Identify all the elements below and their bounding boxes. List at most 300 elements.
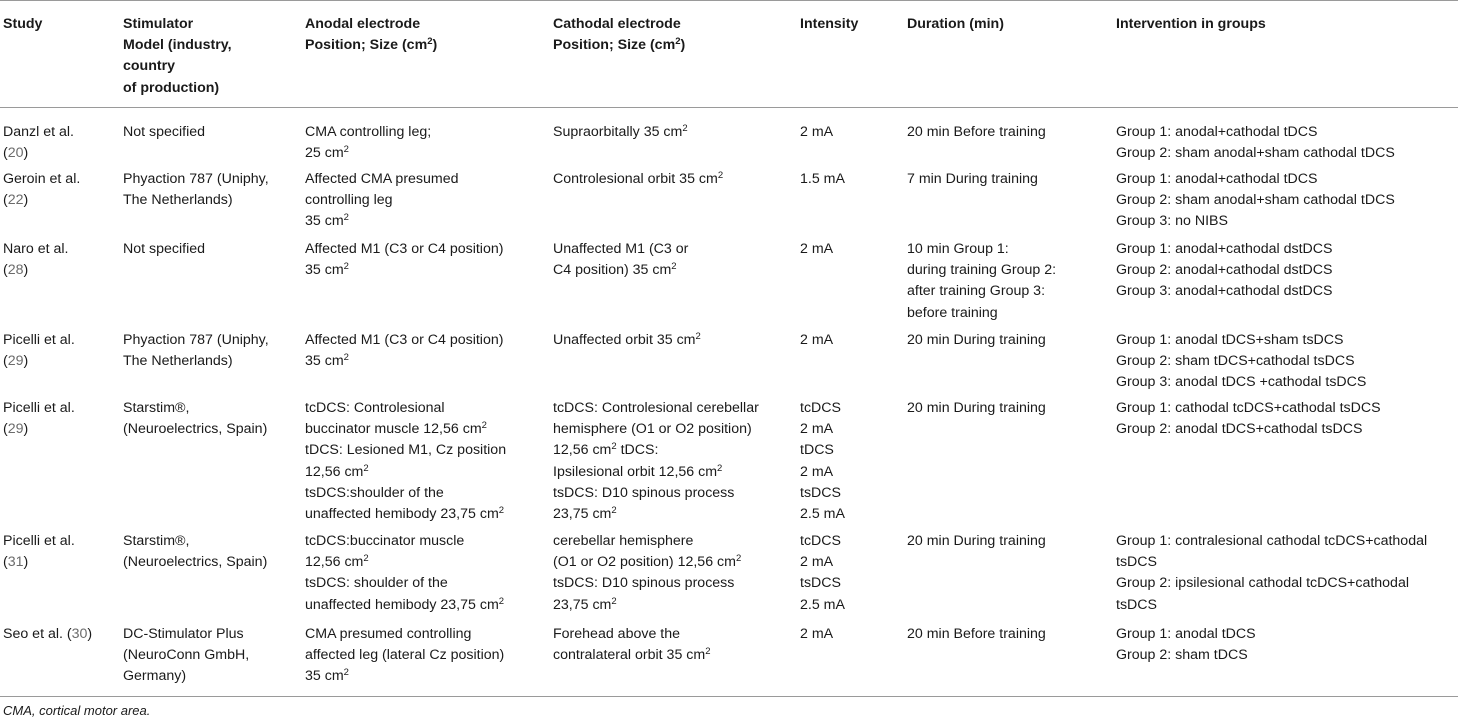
cell-cathodal-electrode [553,169,723,190]
cell-line [800,14,858,35]
cell-cathodal-electrode [553,624,711,666]
cell-line [1116,211,1395,232]
cell-line [123,78,232,99]
cell-line [800,419,845,440]
cell-line [3,239,68,260]
cell-text-tail: ) [23,262,29,279]
cell-line [1116,398,1381,419]
cell-line [123,56,232,77]
cell-intervention [1116,169,1395,233]
cell-text: Geroin et al. [3,171,81,187]
cell-stimulator [123,169,269,211]
cell-duration [907,122,1046,143]
cell-line [1116,624,1256,645]
cell-line [553,419,759,440]
cell-intensity [800,330,833,351]
cell-line [305,552,504,573]
cell-cathodal-electrode [553,122,688,143]
cell-text: Phyaction 787 (Uniphy, [123,332,269,348]
cell-text: controlling leg [305,192,393,209]
cell-text: (O1 or O2 position) 12,56 cm [553,554,736,571]
cell-stimulator [123,330,269,372]
cell-stimulator [123,398,267,440]
cell-text: unaffected hemibody 23,75 cm [305,596,499,613]
header-cathodal-electrode [553,14,685,56]
cell-line [1116,573,1427,594]
cell-text: Group 1: cathodal tcDCS+cathodal tsDCS [1116,400,1381,416]
cell-anodal-electrode [305,531,504,616]
cell-intensity [800,398,845,525]
cell-text: CMA presumed controlling [305,626,472,642]
cell-line [305,239,503,260]
cell-text: Danzl et al. [3,124,74,140]
cell-anodal-electrode [305,624,504,688]
superscript: 2 [498,505,505,517]
cell-cathodal-electrode [553,239,688,281]
cell-text: of production) [123,79,220,96]
cell-text: 25 cm [305,145,344,162]
cell-line [1116,122,1395,143]
cell-stimulator [123,531,267,573]
cell-line [800,440,845,461]
cell-text: 2.5 mA [800,506,845,523]
cell-text: 20 min Before training [907,626,1046,642]
cell-intervention [1116,531,1427,616]
cell-text: Anodal electrode [305,16,421,32]
cell-text-tail: ) [23,192,29,209]
cell-text: 35 cm [305,668,344,685]
cell-text: 35 cm [305,213,344,230]
cell-cathodal-electrode [553,330,701,351]
cell-line [907,169,1038,190]
cell-line [907,624,1046,645]
cell-line [305,260,503,281]
cell-line [907,122,1046,143]
cell-line [1116,330,1366,351]
cell-line [305,462,506,483]
cell-line [123,531,267,552]
cell-text: tcDCS: Controlesional [305,400,445,416]
cell-line [1116,169,1395,190]
cell-intensity [800,624,833,645]
cell-text: Controlesional orbit 35 cm [553,171,718,187]
cell-stimulator [123,624,249,688]
cell-line [800,398,845,419]
cell-text: 12,56 cm [553,442,612,459]
cell-text: 2 mA [800,124,834,140]
cell-text: 1.5 mA [800,171,845,187]
cell-text: tsDCS [800,575,841,592]
cell-intervention [1116,122,1395,164]
cell-line [553,504,759,525]
cell-text: tcDCS: Controlesional cerebellar [553,400,759,416]
cell-text: after training Group 3: [907,283,1046,300]
cell-line [123,239,205,260]
cell-line [907,281,1056,302]
cell-duration [907,398,1046,419]
cell-text: (Neuroelectrics, Spain) [123,554,268,571]
cell-text: cerebellar hemisphere [553,533,694,549]
cell-line [305,398,506,419]
cell-line [3,552,75,573]
cell-line [305,504,506,525]
superscript: 2 [343,667,349,679]
cell-study [3,531,75,573]
cell-study [3,398,75,440]
superscript: 2 [611,595,617,607]
cell-text: Seo et al. ( [3,626,72,642]
cell-line [3,169,80,190]
cell-text: Phyaction 787 (Uniphy, [123,171,269,187]
cell-cathodal-electrode [553,398,759,525]
cell-line [553,239,688,260]
cell-intervention [1116,330,1366,394]
cell-line [553,645,711,666]
cell-text: 23,75 cm [553,596,612,613]
cell-line [553,531,741,552]
cell-text: Forehead above the [553,626,680,642]
cell-text: DC-Stimulator Plus [123,626,244,642]
header-intervention [1116,14,1266,35]
cell-line [3,260,68,281]
cell-line [553,440,759,461]
cell-text: tcDCS:buccinator muscle [305,533,465,549]
cell-anodal-electrode [305,169,459,233]
cell-line [1116,239,1333,260]
cell-text: Cathodal electrode [553,16,681,32]
superscript: 2 [682,123,688,134]
cell-line [1116,531,1427,552]
reference-number[interactable]: 31 [7,554,24,571]
cell-line [800,595,845,616]
cell-line [1116,260,1333,281]
cell-text: Intervention in groups [1116,16,1266,32]
cell-text: 20 min During training [907,533,1046,549]
cell-line [305,190,459,211]
cell-text: 2 mA [800,332,834,348]
cell-text: 12,56 cm [305,463,364,480]
cell-text: tsDCS [800,484,841,501]
cell-line [800,573,845,594]
cell-line [1116,645,1256,666]
superscript: 2 [343,261,349,273]
cell-text: 2.5 mA [800,596,845,613]
cell-line [1116,595,1427,616]
cell-intervention [1116,398,1381,440]
cell-text-tail: ) [23,353,29,370]
cell-line [123,351,269,372]
cell-line [800,330,833,351]
cell-text: tsDCS:shoulder of the [305,484,444,501]
cell-line [907,14,1004,35]
superscript: 2 [671,261,677,273]
cell-text: tDCS [800,442,834,459]
cell-line [1116,281,1333,302]
cell-line [1116,372,1366,393]
cell-text: 2 mA [800,241,834,257]
cell-text: Group 2: anodal tDCS+cathodal tsDCS [1116,421,1363,438]
cell-line [1116,143,1395,164]
cell-text: Group 1: anodal+cathodal tDCS [1116,171,1318,187]
cell-text: Unaffected orbit 35 cm [553,332,696,348]
cell-text: Unaffected M1 (C3 or [553,241,689,257]
cell-text: Intensity [800,16,859,32]
cell-text: ( [3,554,8,571]
header-study [3,14,42,35]
cell-text: Group 3: no NIBS [1116,213,1228,230]
cell-line [123,666,249,687]
cell-line [123,419,267,440]
cell-text: tsDCS: shoulder of the [305,575,448,592]
cell-text: Not specified [123,124,206,140]
cell-duration [907,531,1046,552]
cell-line [305,35,437,56]
cell-study [3,624,92,645]
cell-text-tail: ) [680,37,686,54]
cell-line [3,330,75,351]
cell-intervention [1116,624,1256,666]
cell-stimulator [123,239,205,260]
cell-text: 2 mA [800,626,834,642]
cell-intensity [800,531,845,616]
cell-line [907,531,1046,552]
cell-text: Group 2: sham tDCS [1116,647,1248,664]
cell-line [305,419,506,440]
superscript: 2 [343,144,349,156]
cell-line [3,419,75,440]
cell-study [3,169,80,211]
cell-line [305,211,459,232]
cell-text: Picelli et al. [3,400,75,416]
reference-number[interactable]: 29 [7,421,24,438]
cell-text: Group 3: anodal+cathodal dstDCS [1116,283,1333,300]
cell-text: Position; Size (cm [553,37,676,54]
cell-line [1116,552,1427,573]
cell-study [3,122,74,164]
cell-text: Not specified [123,241,206,257]
cell-anodal-electrode [305,330,503,372]
cell-line [3,143,74,164]
reference-number[interactable]: 20 [7,145,24,162]
cell-text: C4 position) 35 cm [553,262,672,279]
cell-text: Model (industry, [123,37,232,54]
cell-line [553,330,701,351]
reference-number[interactable]: 29 [7,353,24,370]
cell-text: Supraorbitally 35 cm [553,124,683,140]
cell-stimulator [123,122,205,143]
cell-text: CMA controlling leg; [305,124,432,140]
cell-line [305,440,506,461]
superscript: 2 [363,553,369,565]
cell-text: Duration (min) [907,16,1004,32]
cell-line [800,531,845,552]
cell-line [305,351,503,372]
cell-text: Group 1: anodal tDCS [1116,626,1256,642]
cell-text: 2 mA [800,554,834,571]
cell-text: Group 2: anodal+cathodal dstDCS [1116,262,1333,279]
cell-line [305,573,504,594]
cell-text: ( [3,145,8,162]
cell-text: Position; Size (cm [305,37,428,54]
cell-text: unaffected hemibody 23,75 cm [305,506,499,523]
superscript: 2 [675,36,681,48]
superscript: 2 [363,462,369,474]
cell-text: Group 2: sham anodal+sham cathodal tDCS [1116,145,1395,162]
cell-line [907,398,1046,419]
cell-text: tcDCS [800,400,841,416]
cell-duration [907,624,1046,645]
superscript: 2 [481,420,487,432]
cell-line [907,260,1056,281]
cell-text: Affected M1 (C3 or C4 position) [305,241,504,257]
header-rule [0,107,1458,108]
cell-intervention [1116,239,1333,303]
cell-line [907,330,1046,351]
cell-text: Group 2: ipsilesional cathodal tcDCS+cathodal [1116,575,1409,592]
cell-anodal-electrode [305,239,503,281]
cell-intensity [800,239,833,260]
superscript: 2 [717,462,723,474]
cell-line [907,303,1056,324]
cell-text: ( [3,353,8,370]
cell-text: (NeuroConn GmbH, [123,647,250,664]
table-top-rule [0,0,1458,1]
cell-study [3,239,68,281]
cell-text: Starstim®, [123,533,190,549]
cell-text: 20 min Before training [907,124,1046,140]
cell-line [800,624,833,645]
cell-text: Group 1: anodal tDCS+sham tsDCS [1116,332,1344,348]
cell-line [123,169,269,190]
cell-line [3,398,75,419]
header-duration [907,14,1004,35]
cell-line [3,351,75,372]
cell-line [800,462,845,483]
cell-text: 20 min During training [907,332,1046,348]
cell-line [553,573,741,594]
cell-line [553,169,723,190]
cell-line [123,35,232,56]
superscript: 2 [611,441,617,453]
cell-text: tDCS: Lesioned M1, Cz position [305,442,507,459]
superscript: 2 [705,646,711,658]
cell-line [553,595,741,616]
cell-line [305,14,437,35]
cell-duration [907,239,1056,324]
cell-anodal-electrode [305,398,506,525]
table-footnote: CMA, cortical motor area. [3,703,151,718]
cell-line [553,398,759,419]
cell-line [305,595,504,616]
reference-number[interactable]: 22 [7,192,24,209]
cell-line [553,552,741,573]
cell-text: 10 min Group 1: [907,241,1009,257]
reference-number[interactable]: 28 [7,262,24,279]
superscript: 2 [611,505,617,517]
cell-line [305,645,504,666]
cell-line [800,169,845,190]
cell-text: Group 3: anodal tDCS +cathodal tsDCS [1116,374,1367,391]
cell-line [3,531,75,552]
cell-duration [907,330,1046,351]
cell-text: during training Group 2: [907,262,1057,279]
reference-number[interactable]: 30 [71,626,88,642]
cell-line [123,330,269,351]
cell-text: 20 min During training [907,400,1046,416]
header-stimulator [123,14,232,99]
cell-line [305,143,431,164]
cell-line [305,666,504,687]
cell-text: Germany) [123,668,187,685]
cell-line [3,624,92,645]
cell-line [553,14,685,35]
cell-cathodal-electrode [553,531,741,616]
cell-line [305,531,504,552]
cell-line [1116,14,1266,35]
cell-text-tail: ) [23,554,29,571]
superscript: 2 [695,331,701,342]
superscript: 2 [735,553,742,565]
cell-text-tail: ) [23,145,29,162]
cell-line [553,462,759,483]
cell-line [3,122,74,143]
cell-line [3,14,42,35]
cell-line [800,239,833,260]
cell-text-tail: ) [432,37,438,54]
cell-text: Group 1: anodal+cathodal dstDCS [1116,241,1333,257]
table-bottom-rule [0,696,1458,697]
cell-text: Group 2: sham anodal+sham cathodal tDCS [1116,192,1395,209]
cell-text: hemisphere (O1 or O2 position) [553,421,752,438]
cell-text: tsDCS [1116,596,1157,613]
cell-text: Ipsilesional orbit 12,56 cm [553,463,718,480]
cell-text: buccinator muscle 12,56 cm [305,421,482,438]
cell-line [123,14,232,35]
cell-line [553,260,688,281]
cell-line [1116,190,1395,211]
cell-text: before training [907,304,998,321]
cell-text: 2 mA [800,463,834,480]
cell-text: Stimulator [123,16,194,32]
cell-line [553,483,759,504]
cell-intensity [800,122,833,143]
cell-anodal-electrode [305,122,431,164]
cell-text: Study [3,16,43,32]
cell-text-tail: ) [87,626,93,642]
cell-line [800,483,845,504]
cell-text: The Netherlands) [123,192,233,209]
cell-line [123,552,267,573]
cell-text: 12,56 cm [305,554,364,571]
cell-line [123,122,205,143]
cell-text: Affected M1 (C3 or C4 position) [305,332,504,348]
cell-text: tsDCS [1116,554,1157,571]
cell-text: tsDCS: D10 spinous process [553,484,735,501]
cell-line [553,35,685,56]
superscript: 2 [717,170,724,181]
cell-line [305,330,503,351]
cell-text: Group 1: contralesional cathodal tcDCS+cathodal [1116,533,1428,549]
cell-text: ( [3,421,8,438]
cell-text: 7 min During training [907,171,1038,187]
cell-text: Group 1: anodal+cathodal tDCS [1116,124,1318,140]
cell-line [800,552,845,573]
superscript: 2 [343,352,349,364]
superscript: 2 [498,595,505,607]
cell-text-tail: tDCS: [616,442,659,459]
cell-text: Picelli et al. [3,332,75,348]
cell-line [123,645,249,666]
